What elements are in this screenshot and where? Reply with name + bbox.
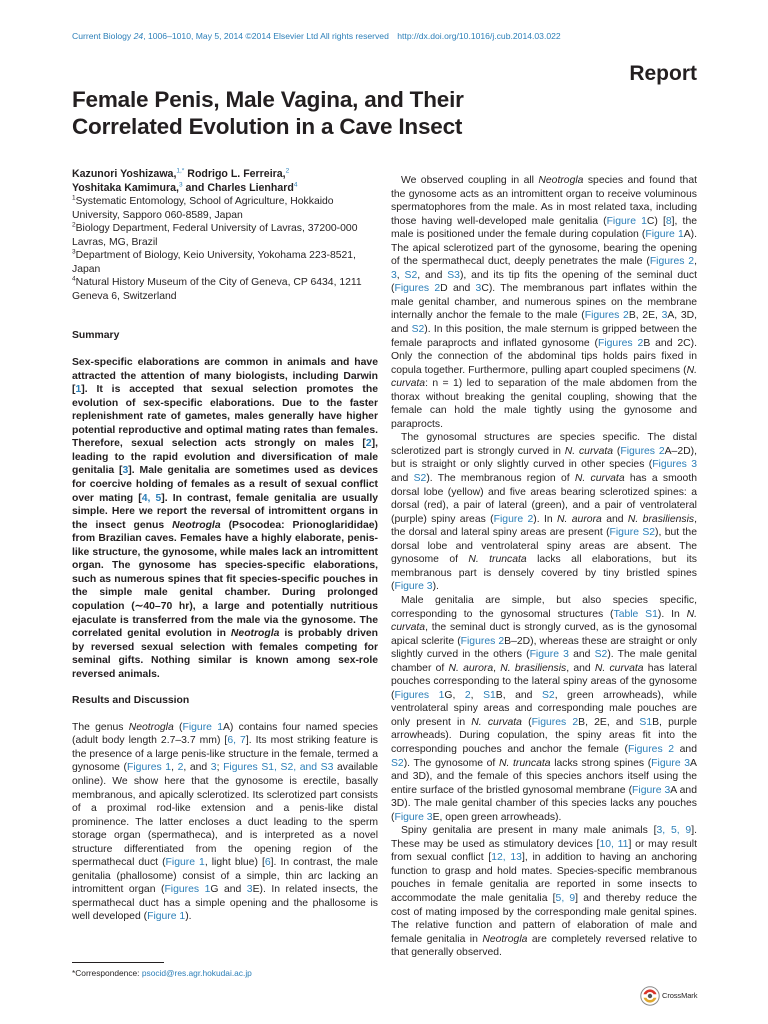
journal-name: Current Biology [72, 31, 132, 41]
article-type-label: Report [629, 62, 697, 85]
author-name: Yoshitaka Kamimura, [72, 181, 179, 194]
author-name: Rodrigo L. Ferreira, [184, 168, 286, 180]
citation-details: , 1006–1010, May 5, 2014 ©2014 Elsevier Ltd All rights reserved [143, 31, 389, 41]
journal-volume: 24 [133, 31, 144, 41]
crossmark-icon [640, 986, 660, 1006]
left-column [72, 168, 378, 924]
correspondence-label: *Correspondence: [72, 968, 142, 978]
correspondence-footnote [72, 968, 252, 978]
body-paragraph: The gynosomal structures are species specific. The distal sclerotized part is strongly curved in N. curvata (Figures 2A–2D), but is straight or only slightly curved in other species (Figures 3 and S2). The membranous region of N. curvata has a smooth dorsal lobe (yellow) and five areas bearing sclerotized spines: a dorsal (red), a pair of lateral (green), and a pair of ventrolateral (purple) spiny areas (Figure 2). In N. aurora and N. brasiliensis, the dorsal and lateral spiny areas are present (Figure S2), but the dorsal lobe and ventrolateral spiny areas are absent. The gynosome of N. truncata lacks all elaborations, but its membranous part is densely covered by tiny bristled spines (Figure 3). [391, 432, 697, 593]
body-paragraph: We observed coupling in all Neotrogla species and found that the gynosome acts as an intromittent organ to receive voluminous spermatophores from the male. As in most related taxa, including those having well-developed male genitalia (Figure 1C) [8], the male is positioned under the female during copulation (Figure 1A). The apical sclerotized part of the gynosome, bearing the opening of the spermathecal duct, deeply penetrates the male (Figures 2, 3, S2, and S3), and its tip fits the opening of the seminal duct (Figures 2D and 3C). The membranous part inflates within the male genital chamber, and numerous spines on the membrane internally anchor the female to the male (Figures 2B, 2E, 3A, 3D, and S2). In this position, the male sternum is gripped between the female paraprocts and inflated gynosome (Figures 2B and 2C). Only the connection of the abdominal tips holds pairs fixed in copula together. Furthermore, pulling apart coupled specimens (N. curvata: n = 1) led to separation of the male abdomen from the thorax without breaking the genital coupling, showing that the female can hold the male tightly using the gynosome and paraprocts. [391, 175, 697, 430]
author-affiliation-mark: 4 [293, 181, 298, 189]
author-affiliation-mark: 1,* [176, 167, 185, 175]
author-name: Kazunori Yoshizawa, [72, 168, 177, 180]
affiliation-list [72, 195, 378, 303]
crossmark-badge[interactable] [640, 985, 702, 1007]
summary-heading: Summary [72, 329, 120, 341]
affiliation-item: $^2$Biology Department, Federal University of Lavras, 37200-000 Lavras, MG, Brazil [72, 221, 358, 248]
body-paragraph: Spiny genitalia are present in many male animals [3, 5, 9]. These may be used as stimulatory devices [10, 11] or may result from sexual conflict [12, 13], in addition to having an anchoring function to grasp and hold mates. Species-specific membranous pouches in female genitalia are reported in some insects to accommodate the male genitalia [5, 9] and thereby reduce the cost of mating imposed by the corresponding male genital spines. The relative function and pattern of elaboration of male and female genitalia in Neotrogla are completely reversed relative to that generally observed. [391, 825, 698, 959]
journal-citation [72, 31, 712, 41]
author-list [72, 168, 378, 195]
affiliation-item: $^4$Natural History Museum of the City of Geneva, CP 6434, 1211 Geneva 6, Switzerland [72, 276, 362, 303]
body-paragraph: Male genitalia are simple, but also species specific, corresponding to the gynosomal structures (Table S1). In N. curvata, the seminal duct is strongly curved, as is the gynosomal apical sclerite (Figures 2B–2D), whereas these are straight or only slightly curved in the others (Figure 3 and S2). The male genital chamber of N. aurora, N. brasiliensis, and N. curvata has lateral pouches corresponding to the lateral spiny areas of the gynosome (Figures 1G, 2, S1B, and S2, green arrowheads), while ventrolateral spiny areas and corresponding male pouches are only present in N. curvata (Figures 2B, 2E, and S1B, purple arrowheads). During copulation, the spiny areas fit into the corresponding pouches and anchor the female (Figures 2 and S2). The gynosome of N. truncata lacks strong spines (Figure 3A and 3D), and the female of this species anchors itself using the entire surface of the bristled gynosomal membrane (Figure 3A and 3D). The male genital chamber of this species lacks any pouches (Figure 3E, open green arrowheads). [391, 594, 698, 823]
author-name: and Charles Lienhard [182, 181, 294, 194]
results-heading: Results and Discussion [72, 695, 190, 707]
crossmark-label: CrossMark [662, 991, 698, 1000]
summary-paragraph: Sex-specific elaborations are common in animals and have attracted the attention of many biologists, including Darwin [1]. It is accepted that sexual selection promotes the evolution of sex-specific elaborations. Due to the faster replenishment rate of gametes, males generally have higher potential reproductive and optimal mating rates than females. Therefore, sexual selection acts strongly on males [2], leading to the rapid evolution and diversification of male genitalia [3]. Male genitalia are sometimes used as devices for coercive holding of females as a result of sexual conflict over mating [4, 5]. In contrast, female genitalia are usually simple. Here we report the reversal of intromittent organs in the insect genus Neotrogla (Psocodea: Prionoglarididae) from Brazilian caves. Females have a highly elaborate, penis-like structure, the gynosome, while males lack an intromittent organ. The gynosome has species-specific elaborations, such as numerous spines that fit species-specific pouches in the simple male genital chamber. During prolonged copulation (∼40–70 hr), a large and potentially nutritious ejaculate is transferred from the male via the gynosome. The correlated genital evolution in Neotrogla is probably driven by reversed sexual selection with females competing for seminal gifts. Nothing similar is known among sex-role reversed animals. [72, 357, 378, 680]
footnote-divider [72, 962, 164, 963]
affiliation-item: $^1$Systematic Entomology, School of Agriculture, Hokkaido University, Sapporo 060-8589, Japan [72, 194, 334, 221]
affiliation-item: $^3$Department of Biology, Keio University, Yokohama 223-8521, Japan [72, 248, 356, 275]
author-affiliation-mark: 3 [178, 181, 183, 189]
correspondence-email-link[interactable]: psocid@res.agr.hokudai.ac.jp [141, 968, 252, 978]
author-affiliation-mark: 2 [285, 167, 290, 175]
right-column [391, 174, 697, 960]
article-title: Female Penis, Male Vagina, and Their Correlated Evolution in a Cave Insect [72, 87, 464, 139]
body-paragraph: The genus Neotrogla (Figure 1A) contains four named species (adult body length 2.7–3.7 mm) [6, 7]. Its most striking feature is the presence of a large penis-like structure in the female, termed a gynosome (Figures 1, 2, and 3; Figures S1, S2, and S3 available online). We show here that the gynosome is erectile, basally membranous, and apically sclerotized. Its sclerotized part consists of a proximal rod-like extension and a penis-like distal prominence. The latter encloses a duct leading to the sperm storage organ (spermatheca), and is interpreted as a novel structure differentiated from the opening region of the spermathecal duct (Figure 1, light blue) [6]. In contrast, the male genitalia (phallosome) consist of a simple, thin arc lacking an intromittent organ (Figures 1G and 3E). In related insects, the spermathecal duct has a simple opening and the phallosome is well developed (Figure 1). [72, 721, 378, 923]
doi-link[interactable]: http://dx.doi.org/10.1016/j.cub.2014.03.022 [397, 31, 561, 41]
